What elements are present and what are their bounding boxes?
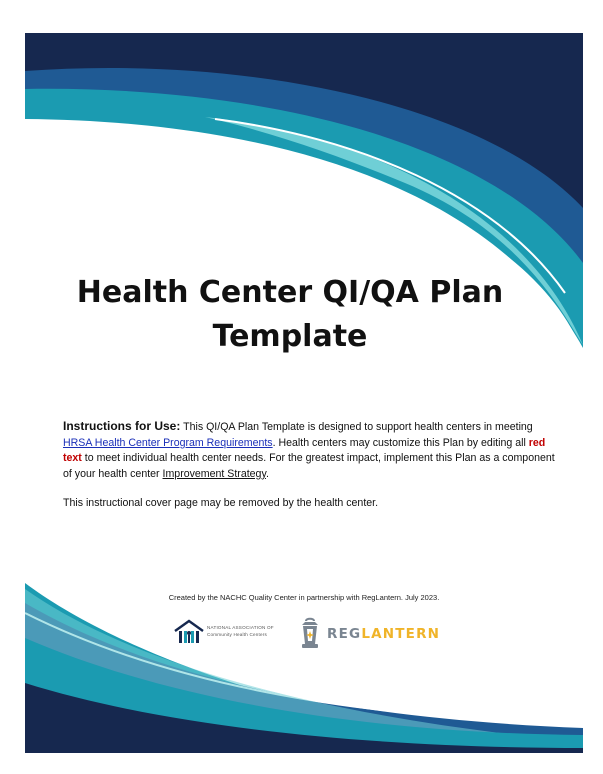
nachc-house-people-icon [173,619,205,647]
lantern-icon [297,617,323,651]
instructions-text-3: to meet individual health center needs. For the greatest impact, implement this Plan as a component of your health center [63,452,555,480]
reglantern-logo [297,617,447,651]
nachc-line-2: Community Health Centers [207,631,267,637]
credit-line: Created by the NACHC Quality Center in partnership with RegLantern. July 2023. [168,593,440,602]
title-line-2: Template [212,319,368,354]
reglantern-wordmark [327,626,440,642]
red-text-label: red text [63,436,546,464]
cover-page [25,33,583,753]
improvement-strategy-text: Improvement Strategy [162,467,266,480]
nachc-logo [173,619,285,647]
instructions-text-1: This QI/QA Plan Template is designed to support health centers in meeting [180,421,533,433]
nachc-line-1: NATIONAL ASSOCIATION OF [207,625,274,630]
document-title [65,271,515,359]
instructions-paragraph [63,419,563,482]
instructions-lead: Instructions for Use: [63,419,181,433]
partner-logos [173,617,443,653]
reglantern-reg: REG [327,626,362,642]
bottom-wave-decoration [25,583,583,753]
instructions-text-4: . [265,467,269,480]
hrsa-requirements-link[interactable]: HRSA Health Center Program Requirements [63,436,273,449]
removal-note: This instructional cover page may be removed by the health center. [63,497,379,509]
title-line-1: Health Center QI/QA Plan [76,275,504,310]
reglantern-lantern: LANTERN [361,626,441,642]
instructions-text-2: . Health centers may customize this Plan by editing all [272,436,529,449]
